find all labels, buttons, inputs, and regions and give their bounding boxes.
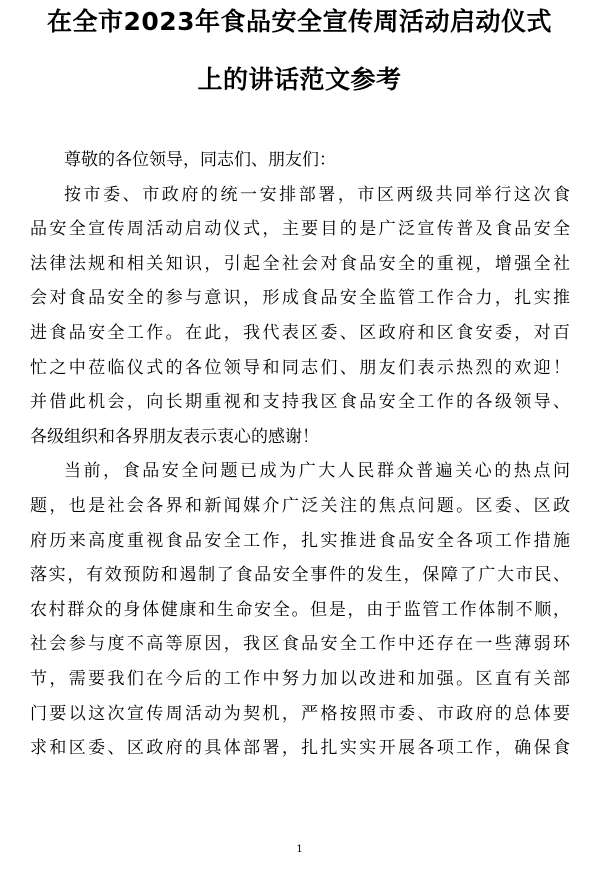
document-title-line-2: 上的讲话范文参考 [197,65,402,94]
document-title-line-1: 在全市2023年食品安全宣传周活动启动仪式 [46,7,553,36]
paragraph-line: 当前，食品安全问题已成为广大人民群众普遍关心的热点问 [64,461,570,482]
paragraph-line: 题，也是社会各界和新闻媒介广泛关注的焦点问题。区委、区政 [30,495,570,516]
paragraph-line: 按市委、市政府的统一安排部署，市区两级共同举行这次食 [64,184,570,205]
paragraph-line: 求和区委、区政府的具体部署，扎扎实实开展各项工作，确保食 [30,738,570,759]
paragraph-line: 落实，有效预防和遏制了食品安全事件的发生，保障了广大市民、 [30,565,570,586]
document-body [30,143,570,766]
paragraph-line: 会对食品安全的参与意识，形成食品安全监管工作合力，扎实推 [30,288,570,309]
paragraph-line: 社会参与度不高等原因，我区食品安全工作中还存在一些薄弱环 [30,634,570,655]
paragraph-line: 各级组织和各界朋友表示衷心的感谢！ [30,426,319,447]
page-number: 1 [296,844,303,855]
paragraph-line: 节，需要我们在今后的工作中努力加以改进和加强。区直有关部 [30,668,570,689]
paragraph-line: 并借此机会，向长期重视和支持我区食品安全工作的各级领导、 [30,392,570,413]
paragraph-line: 品安全宣传周活动启动仪式，主要目的是广泛宣传普及食品安全 [30,219,570,240]
paragraph-line: 门要以这次宣传周活动为契机，严格按照市委、市政府的总体要 [30,703,570,724]
paragraph-line: 进食品安全工作。在此，我代表区委、区政府和区食安委，对百 [30,322,570,343]
paragraph-line: 尊敬的各位领导，同志们、朋友们： [64,150,336,170]
paragraph-line: 府历来高度重视食品安全工作，扎实推进食品安全各项工作措施 [30,530,570,551]
paragraph-line: 法律法规和相关知识，引起全社会对食品安全的重视，增强全社 [30,253,570,274]
paragraph-line: 农村群众的身体健康和生命安全。但是，由于监管工作体制不顺， [30,599,570,620]
paragraph-line: 忙之中莅临仪式的各位领导和同志们、朋友们表示热烈的欢迎！ [30,357,570,378]
